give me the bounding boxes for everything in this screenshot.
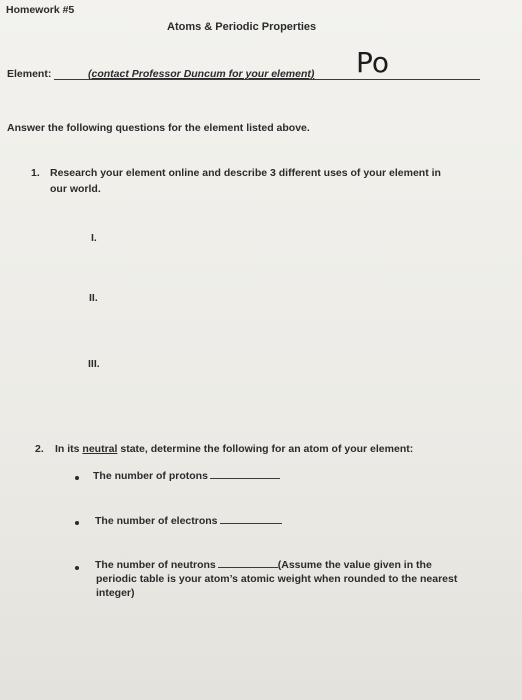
neutrons-blank — [218, 567, 278, 568]
handwritten-element: Po — [356, 46, 390, 79]
neutrons-note-line-1: (Assume the value given in the — [277, 559, 432, 571]
element-instruction: (contact Professor Duncum for your element) — [88, 68, 315, 80]
bullet-dot — [75, 566, 79, 570]
question-2-text — [55, 443, 413, 455]
question-2-prefix: In its — [55, 443, 83, 455]
question-2-underlined-word: neutral — [82, 443, 118, 455]
electrons-item — [95, 515, 282, 527]
electrons-label: The number of electrons — [95, 515, 218, 527]
question-1-item-1: I. — [91, 232, 97, 244]
question-1-item-2: II. — [89, 292, 98, 304]
instruction-text: Answer the following questions for the element listed above. — [7, 122, 310, 134]
element-label: Element: — [7, 68, 52, 80]
question-1-text-line-2: our world. — [50, 183, 101, 195]
electrons-blank — [220, 523, 282, 524]
question-1-item-3: III. — [88, 358, 100, 370]
bullet-dot — [75, 521, 79, 525]
question-2-suffix: state, determine the following for an atom of your element: — [117, 443, 414, 455]
question-1-number: 1. — [31, 167, 40, 179]
neutrons-note-line-2: periodic table is your atom’s atomic weight when rounded to the nearest — [96, 573, 458, 585]
bullet-dot — [75, 476, 79, 480]
protons-blank — [210, 478, 280, 479]
protons-label: The number of protons — [93, 470, 208, 482]
neutrons-note-line-3: integer) — [96, 587, 135, 599]
protons-item — [93, 470, 280, 482]
neutrons-label: The number of neutrons — [95, 559, 216, 571]
homework-number: Homework #5 — [6, 4, 75, 16]
page-title: Atoms & Periodic Properties — [167, 21, 317, 33]
question-1-text-line-1: Research your element online and describe 3 different uses of your element in — [50, 167, 441, 179]
question-2-number: 2. — [35, 443, 44, 455]
neutrons-item — [95, 559, 432, 571]
